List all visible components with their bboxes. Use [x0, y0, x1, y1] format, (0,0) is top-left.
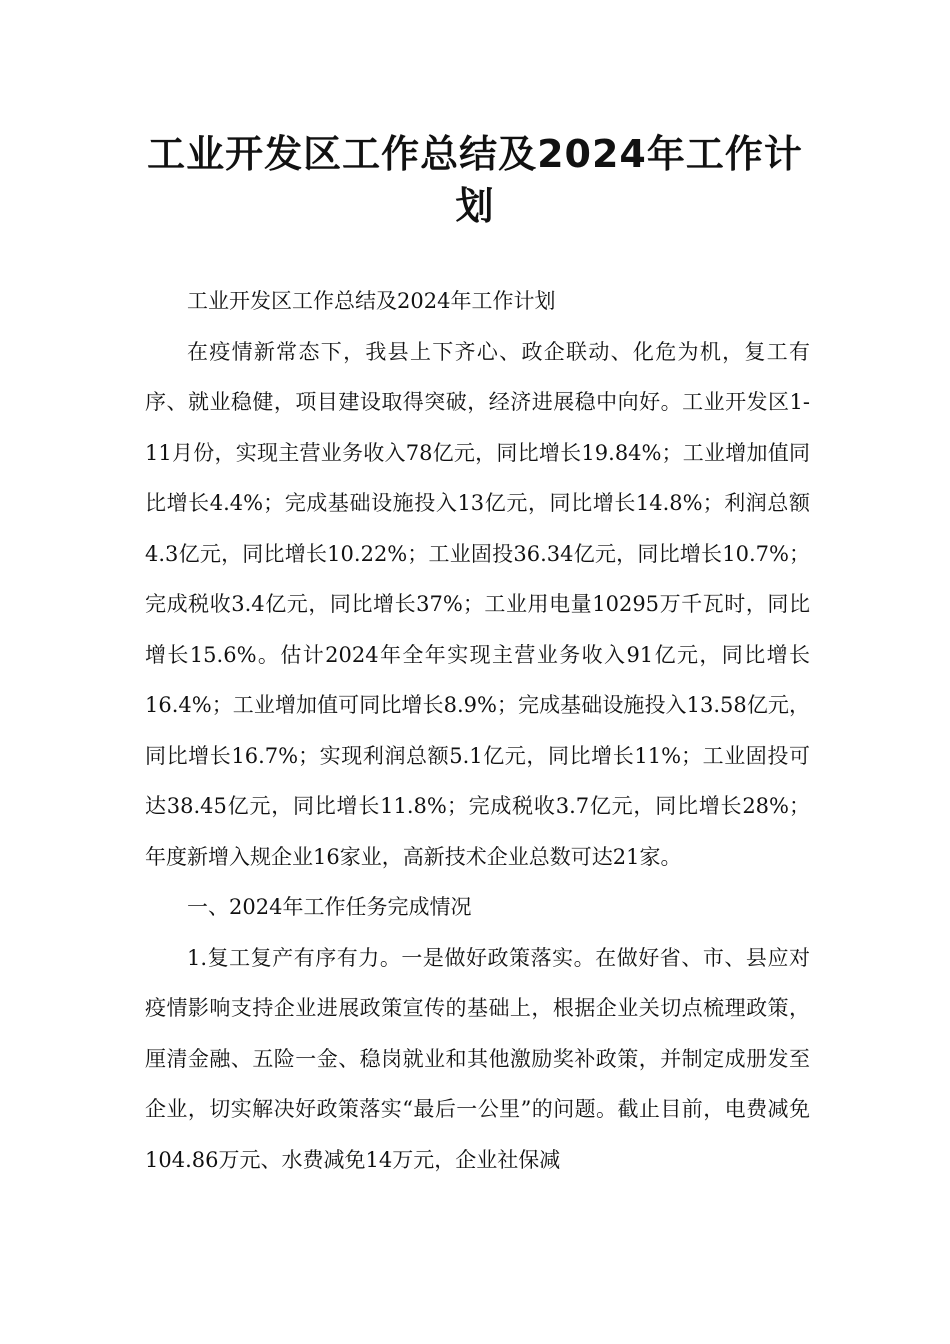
summary-paragraph: 在疫情新常态下，我县上下齐心、政企联动、化危为机，复工有序、就业稳健，项目建设取得突破，经济进展稳中向好。工业开发区1-11月份，实现主营业务收入78亿元，同比增长19.84%；工业增加值同比增长4.4%；完成基础设施投入13亿元，同比增长14.8%；利润总额4.3亿元，同比增长10.22%；工业固投36.34亿元，同比增长10.7%；完成税收3.4亿元，同比增长37%；工业用电量10295万千瓦时，同比增长15.6%。估计2024年全年实现主营业务收入91亿元，同比增长16.4%；工业增加值可同比增长8.9%；完成基础设施投入13.58亿元，同比增长16.7%；实现利润总额5.1亿元，同比增长11%；工业固投可达38.45亿元，同比增长11.8%；完成税收3.7亿元，同比增长28%；年度新增入规企业16家业，高新技术企业总数可达21家。 — [145, 339, 810, 869]
subtitle-paragraph: 工业开发区工作总结及2024年工作计划 — [187, 289, 556, 313]
section-paragraph: 1.复工复产有序有力。一是做好政策落实。在做好省、市、县应对疫情影响支持企业进展政策宣传的基础上，根据企业关切点梳理政策，厘清金融、五险一金、稳岗就业和其他激励奖补政策，并制定成册发至企业，切实解决好政策落实“最后一公里”的问题。截止目前，电费减免104.86万元、水费减免14万元，企业社保减 — [145, 945, 810, 1172]
document-body — [145, 276, 810, 1185]
document-title: 工业开发区工作总结及2024年工作计划 — [147, 132, 803, 228]
section-heading: 一、2024年工作任务完成情况 — [187, 895, 472, 919]
